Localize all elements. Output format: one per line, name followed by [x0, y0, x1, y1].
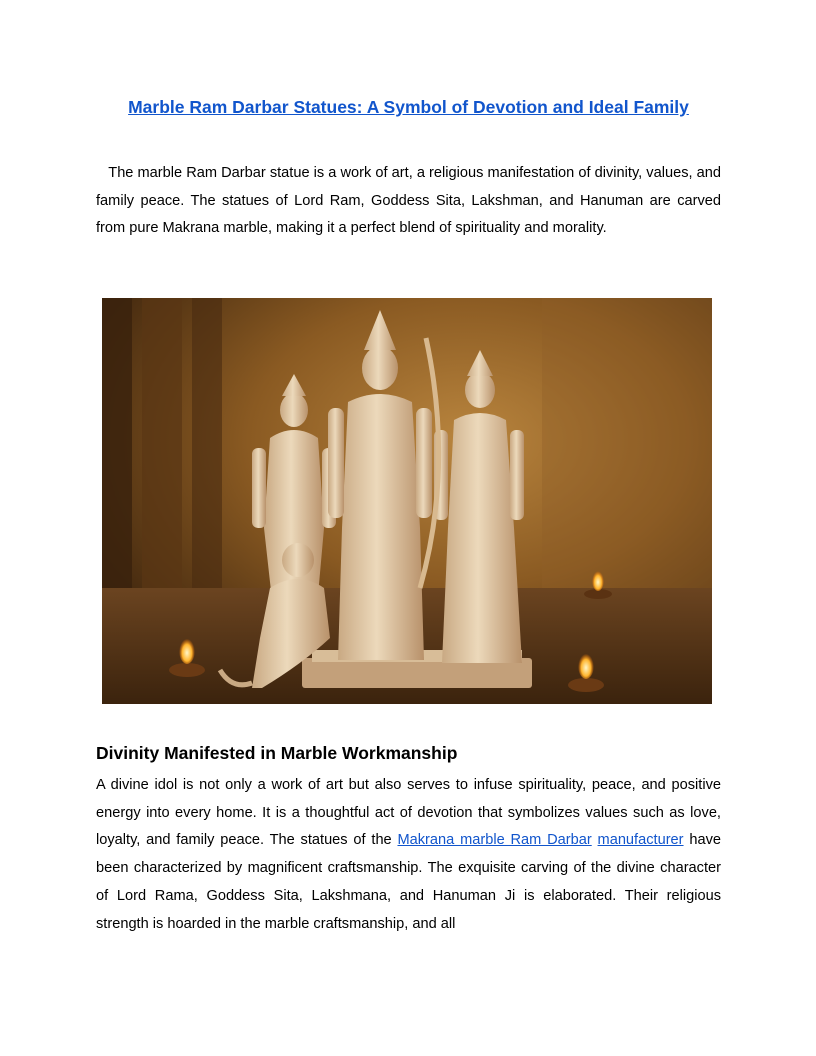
section-paragraph	[96, 772, 721, 938]
section-heading: Divinity Manifested in Marble Workmanship	[96, 743, 458, 763]
section-text-before-link: A divine idol is not only a work of art but also serves to infuse spirituality, peace, and positive energy into every home. It is a thoughtful act of devotion that symbolizes values such as love, loyalty, and family peace. The statues of the	[96, 777, 721, 849]
intro-paragraph-text: The marble Ram Darbar statue is a work of art, a religious manifestation of divinity, values, and family peace. The statues of Lord Ram, Goddess Sita, Lakshman, and Hanuman are carved from pure Makrana marble, making it a perfect blend of spirituality and morality.	[96, 165, 721, 237]
statue-illustration	[102, 298, 712, 704]
manufacturer-link[interactable]: manufacturer	[597, 832, 684, 849]
makrana-marble-ram-darbar-link[interactable]: Makrana marble Ram Darbar	[397, 832, 592, 849]
intro-paragraph	[96, 160, 721, 243]
section-text-after-link: have been characterized by magnificent craftsmanship. The exquisite carving of the divine character of Lord Rama, Goddess Sita, Lakshmana, and Hanuman Ji is elaborated. Their religious strength is hoarded in the marble craftsmanship, and all	[96, 832, 721, 932]
ram-darbar-statue-photo	[102, 298, 712, 704]
document-title-link[interactable]: Marble Ram Darbar Statues: A Symbol of Devotion and Ideal Family	[128, 97, 689, 117]
